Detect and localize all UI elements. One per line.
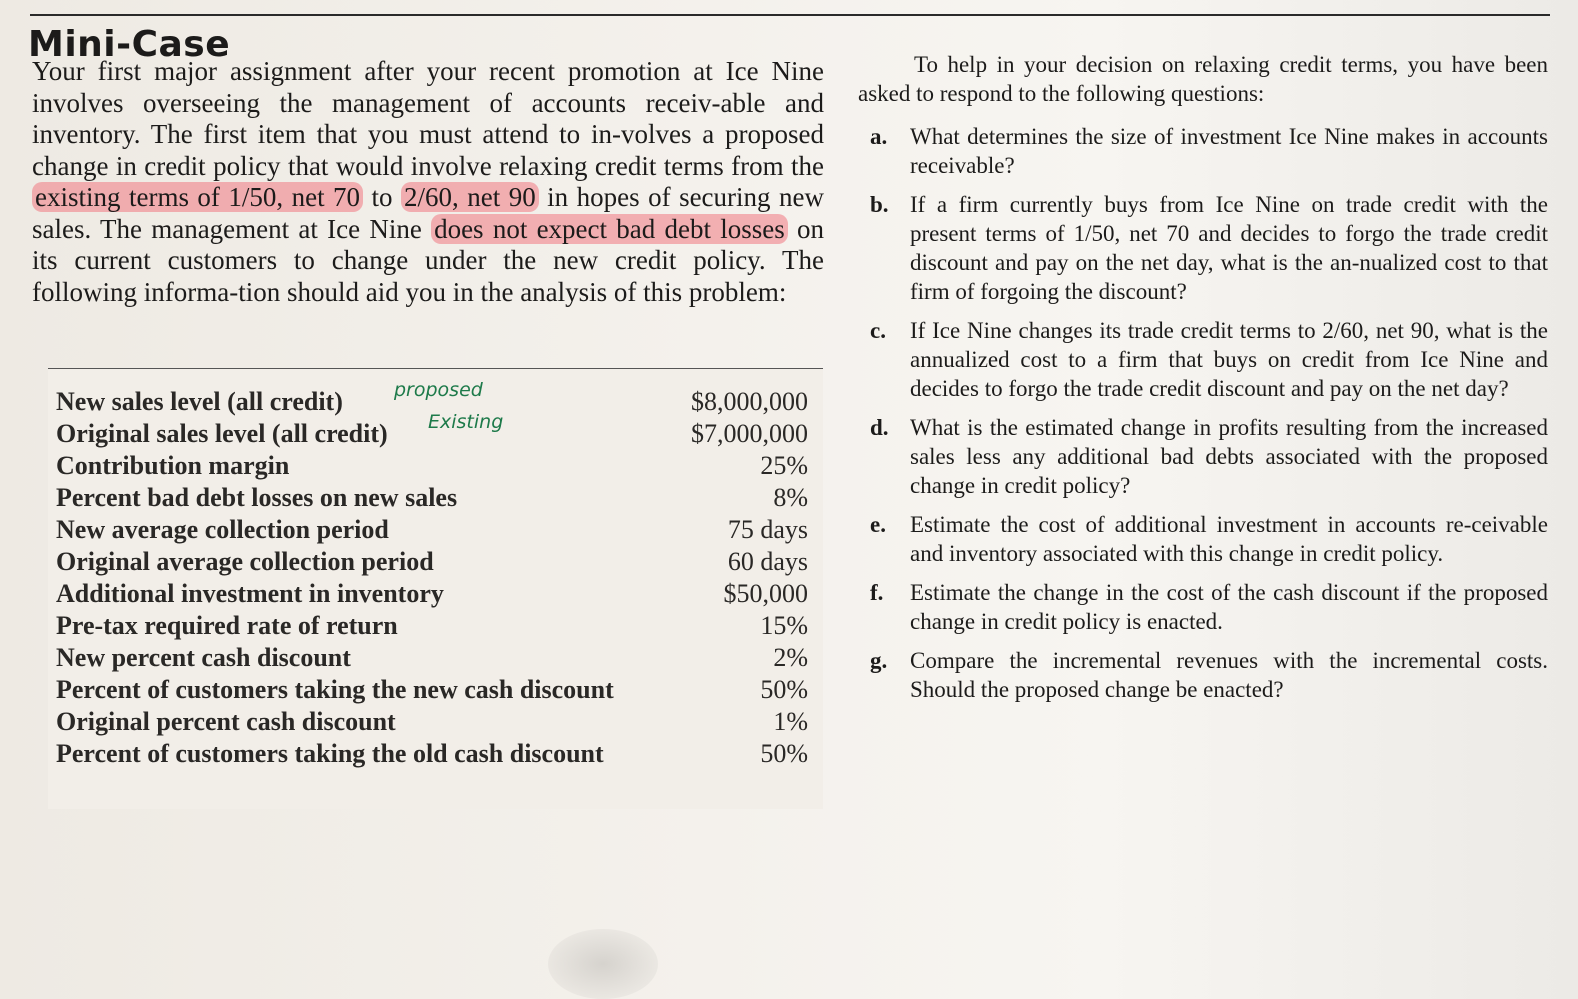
question-b — [858, 190, 1548, 306]
table-row — [56, 643, 816, 673]
row-label: Pre-tax required rate of return — [56, 611, 398, 640]
table-row — [56, 707, 816, 737]
row-value: 25% — [760, 451, 808, 480]
table-row — [56, 483, 816, 513]
row-label: Percent bad debt losses on new sales — [56, 483, 458, 512]
question-text: What determines the size of investment Ice Nine makes in accounts receivable? — [910, 124, 1548, 178]
question-text: If a firm currently buys from Ice Nine on trade credit with the present terms of 1/50, net 70 and decides to forgo the trade credit discount and pay on the net day, what is the an-nualized cost to that firm of forgoing the discount? — [910, 192, 1548, 304]
case-paragraph — [32, 56, 824, 308]
question-letter: g. — [870, 648, 888, 673]
data-table — [48, 368, 823, 809]
row-value: 50% — [760, 739, 808, 768]
row-label: Contribution margin — [56, 451, 290, 480]
question-f — [858, 578, 1548, 636]
table-row — [56, 739, 816, 769]
question-letter: c. — [870, 318, 886, 343]
row-label: Original percent cash discount — [56, 707, 396, 736]
handwritten-note: proposed — [394, 379, 483, 401]
row-label: Percent of customers taking the new cash discount — [56, 675, 614, 704]
row-value: 2% — [773, 643, 808, 672]
photo-glare — [548, 929, 658, 999]
page-title: Mini-Case — [28, 24, 231, 65]
question-c — [858, 316, 1548, 403]
row-value: 15% — [760, 611, 808, 640]
question-letter: f. — [870, 580, 884, 605]
question-letter: a. — [870, 124, 888, 149]
case-text-1: Your first major assignment after your recent promotion at Ice Nine involves overseeing the management of accounts receiv-able and inventory. The first item that you must attend to in-volves a proposed change in credit policy that would involve relaxing credit terms from the — [32, 56, 824, 181]
question-letter: b. — [870, 192, 889, 217]
question-text: If Ice Nine changes its trade credit terms to 2/60, net 90, what is the annualized cost to a firm that buys on credit from Ice Nine and decides to forgo the trade credit discount and pay on the net day? — [910, 318, 1548, 401]
question-text: Estimate the change in the cost of the cash discount if the proposed change in credit policy is enacted. — [910, 580, 1548, 634]
table-row — [56, 411, 816, 449]
case-text-4: on its current customers to change under the new credit policy. The following informa-tion should aid you in the analysis of this problem: — [32, 213, 824, 307]
case-text-3: in hopes of securing new sales. The management at Ice Nine — [32, 182, 824, 244]
questions-intro: To help in your decision on relaxing credit terms, you have been asked to respond to the following questions: — [858, 52, 1548, 106]
row-label: Original sales level (all credit) — [56, 419, 388, 448]
table-row — [56, 675, 816, 705]
table-row — [56, 451, 816, 481]
question-text: What is the estimated change in profits resulting from the increased sales less any additional bad debts associated with the proposed change in credit policy? — [910, 415, 1548, 498]
row-value: $7,000,000 — [691, 419, 808, 448]
question-g — [858, 646, 1548, 704]
question-d — [858, 413, 1548, 500]
table-row — [56, 547, 816, 577]
question-a — [858, 122, 1548, 180]
handwritten-note: Existing — [428, 411, 504, 433]
row-value: 60 days — [727, 547, 808, 576]
row-value: 50% — [760, 675, 808, 704]
row-label: Original average collection period — [56, 547, 434, 576]
table-row — [56, 515, 816, 545]
question-e — [858, 510, 1548, 568]
highlight-new-terms: 2/60, net 90 — [401, 182, 539, 212]
table-row — [56, 611, 816, 641]
row-label: Additional investment in inventory — [56, 579, 444, 608]
row-value: $8,000,000 — [691, 387, 808, 416]
top-rule — [30, 14, 1550, 16]
highlight-bad-debt: does not expect bad debt losses — [431, 214, 788, 244]
row-value: 1% — [773, 707, 808, 736]
row-value: 75 days — [727, 515, 808, 544]
table-row — [56, 579, 816, 609]
question-letter: d. — [870, 415, 889, 440]
questions-column — [858, 50, 1548, 714]
case-text-2: to — [363, 182, 402, 212]
row-label: New average collection period — [56, 515, 389, 544]
question-text: Compare the incremental revenues with the incremental costs. Should the proposed change be enacted? — [910, 648, 1548, 702]
row-value: $50,000 — [723, 579, 808, 608]
row-label: New percent cash discount — [56, 643, 351, 672]
row-value: 8% — [773, 483, 808, 512]
highlight-existing-terms: existing terms of 1/50, net 70 — [32, 182, 363, 212]
question-letter: e. — [870, 512, 886, 537]
question-text: Estimate the cost of additional investment in accounts re-ceivable and inventory associated with this change in credit policy. — [910, 512, 1548, 566]
case-description — [32, 56, 824, 308]
row-label: Percent of customers taking the old cash discount — [56, 739, 604, 768]
row-label: New sales level (all credit) — [56, 387, 343, 416]
